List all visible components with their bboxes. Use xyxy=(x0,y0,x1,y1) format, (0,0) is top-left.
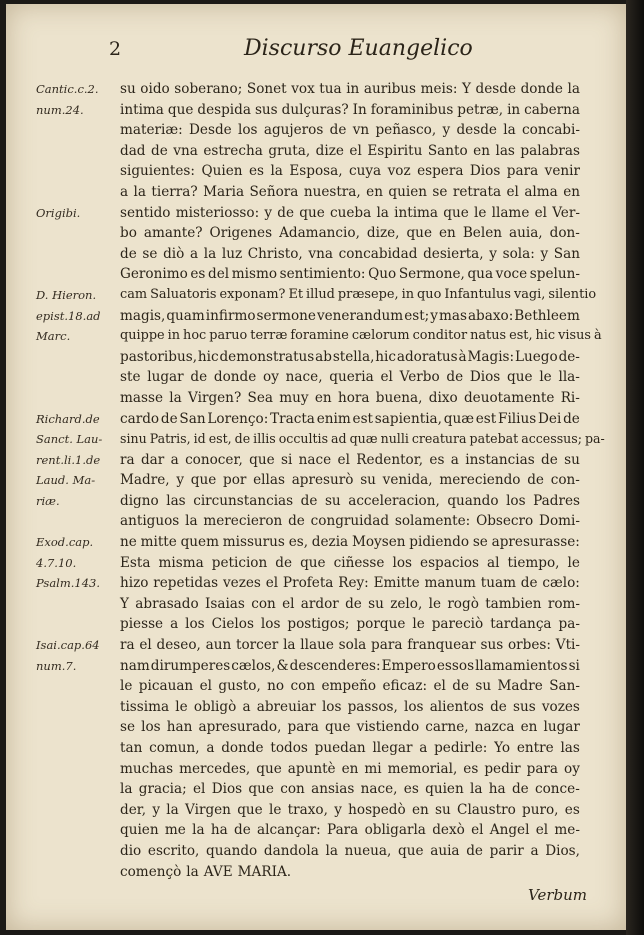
text-line: cam Saluatoris exponam? Et illud præsepe, in quo Infantulus vagi, silentio xyxy=(120,286,597,302)
book-page xyxy=(6,4,626,930)
text-line: le picauan el gusto, no con empeño eficaz: el de su Madre San- xyxy=(120,678,580,695)
text-line: su oido soberano; Sonet vox tua in auribus meis: Y desde donde la xyxy=(120,81,580,97)
margin-note: Isai.cap.64 xyxy=(36,638,100,653)
text-line: antiguos la merecieron de congruidad solamente: Obsecro Domi- xyxy=(120,513,580,530)
margin-note: Cantic.c.2. xyxy=(36,82,99,96)
text-line: piesse a los Cielos los postigos; porque le pareciò tardança pa- xyxy=(120,616,580,633)
page-number: 2 xyxy=(109,38,123,60)
text-line: de se diò a la luz Christo, vna concabidad desierta, y sola: y San xyxy=(120,245,580,262)
margin-note: Origibi. xyxy=(36,205,81,220)
text-line: nam dirumperes cælos, & descenderes: Empero essos llamamientos si xyxy=(120,657,580,674)
margin-note: Psalm.143. xyxy=(36,576,101,591)
page-edge-shadow xyxy=(626,0,644,935)
margin-note: Laud. Ma- xyxy=(36,473,96,488)
text-line: pastoribus, hic demonstratus ab stella, hic adoratus à Magis: Luego de- xyxy=(120,348,580,365)
margin-note: Marc. xyxy=(36,329,71,344)
text-line: sinu Patris, id est, de illis occultis ad quæ nulli creatura patebat accessus; pa- xyxy=(120,431,605,447)
text-line: tan comun, a donde todos puedan llegar a pedirle: Yo entre las xyxy=(120,740,580,756)
text-line: ste lugar de donde oy nace, queria el Verbo de Dios que le lla- xyxy=(120,369,580,386)
margin-note: 4.7.10. xyxy=(36,555,77,570)
margin-note: Richard.de xyxy=(36,411,100,426)
text-line: ne mitte quem missurus es, dezia Moysen pidiendo se apresurasse: xyxy=(120,534,580,551)
margin-note: epist.18.ad xyxy=(36,308,101,323)
text-line: Esta misma peticion de que ciñesse los espacios al tiempo, le xyxy=(120,554,580,571)
text-line: la gracia; el Dios que con ansias nace, es quien la ha de conce- xyxy=(120,781,580,798)
margin-note: Sanct. Lau- xyxy=(36,432,103,447)
catchword: Verbum xyxy=(528,886,587,904)
text-line: hizo repetidas vezes el Profeta Rey: Emitte manum tuam de cælo: xyxy=(120,575,580,592)
text-line: intima que despida sus dulçuras? In foraminibus petræ, in caberna xyxy=(120,101,580,118)
text-line: quien me la ha de alcançar: Para obligarla dexò el Angel el me- xyxy=(120,822,580,839)
running-head: Discurso Euangelico xyxy=(244,36,473,61)
margin-note: num.24. xyxy=(36,102,84,117)
text-line: dio escrito, quando dandola la nueua, que auia de parir a Dios, xyxy=(120,842,580,859)
text-line: masse la Virgen? Sea muy en hora buena, dixo deuotamente Ri- xyxy=(120,389,580,406)
text-line: quippe in hoc paruo terræ foramine cælorum conditor natus est, hic visus à xyxy=(120,328,602,344)
margin-note: num.7. xyxy=(36,658,77,673)
text-line: siguientes: Quien es la Esposa, cuya voz espera Dios para venir xyxy=(120,163,580,180)
margin-note: riæ. xyxy=(36,494,60,508)
text-line: començò la AVE MARIA. xyxy=(120,863,292,880)
margin-note: D. Hieron. xyxy=(36,288,97,302)
text-line: muchas mercedes, que apuntè en mi memorial, es pedir para oy xyxy=(120,760,580,777)
text-line: a la tierra? Maria Señora nuestra, en quien se retrata el alma en xyxy=(120,183,580,200)
text-line: Y abrasado Isaias con el ardor de su zelo, le rogò tambien rom- xyxy=(120,595,580,612)
text-line: ra dar a conocer, que si nace el Redentor, es a instancias de su xyxy=(120,451,580,468)
margin-note: rent.li.1.de xyxy=(36,452,101,467)
text-line: dad de vna estrecha gruta, dize el Espiritu Santo en las palabras xyxy=(120,142,580,159)
text-line: bo amante? Origenes Adamancio, dize, que en Belen auia, don- xyxy=(120,225,580,242)
text-line: materiæ: Desde los agujeros de vn peñasco, y desde la concabi- xyxy=(120,122,580,139)
text-line: Madre, y que por ellas apresurò su venida, mereciendo de con- xyxy=(120,472,580,489)
text-line: magis, quam infirmo sermone venerandum est; y mas abaxo: Bethleem xyxy=(120,307,580,324)
text-line: der, y la Virgen que le traxo, y hospedò en su Claustro puro, es xyxy=(120,801,580,818)
text-line: tissima le obligò a abreuiar los passos, los alientos de sus vozes xyxy=(120,698,580,715)
text-line: sentido misteriosso: y de que cueba la intima que le llame el Ver- xyxy=(120,204,580,221)
body-text xyxy=(120,79,605,882)
text-line: digno las circunstancias de su acceleracion, quando los Padres xyxy=(120,492,580,509)
text-line: ra el deseo, aun torcer la llaue sola para franquear sus orbes: Vti- xyxy=(120,637,580,654)
text-line: se los han apresurado, para que vistiendo carne, nazca en lugar xyxy=(120,719,580,736)
text-line: Geronimo es del mismo sentimiento: Quo Sermone, qua voce spelun- xyxy=(120,266,580,283)
margin-note: Exod.cap. xyxy=(36,535,94,550)
text-line: cardo de San Lorenço: Tracta enim est sapientia, quæ est Filius Dei de xyxy=(120,410,580,427)
